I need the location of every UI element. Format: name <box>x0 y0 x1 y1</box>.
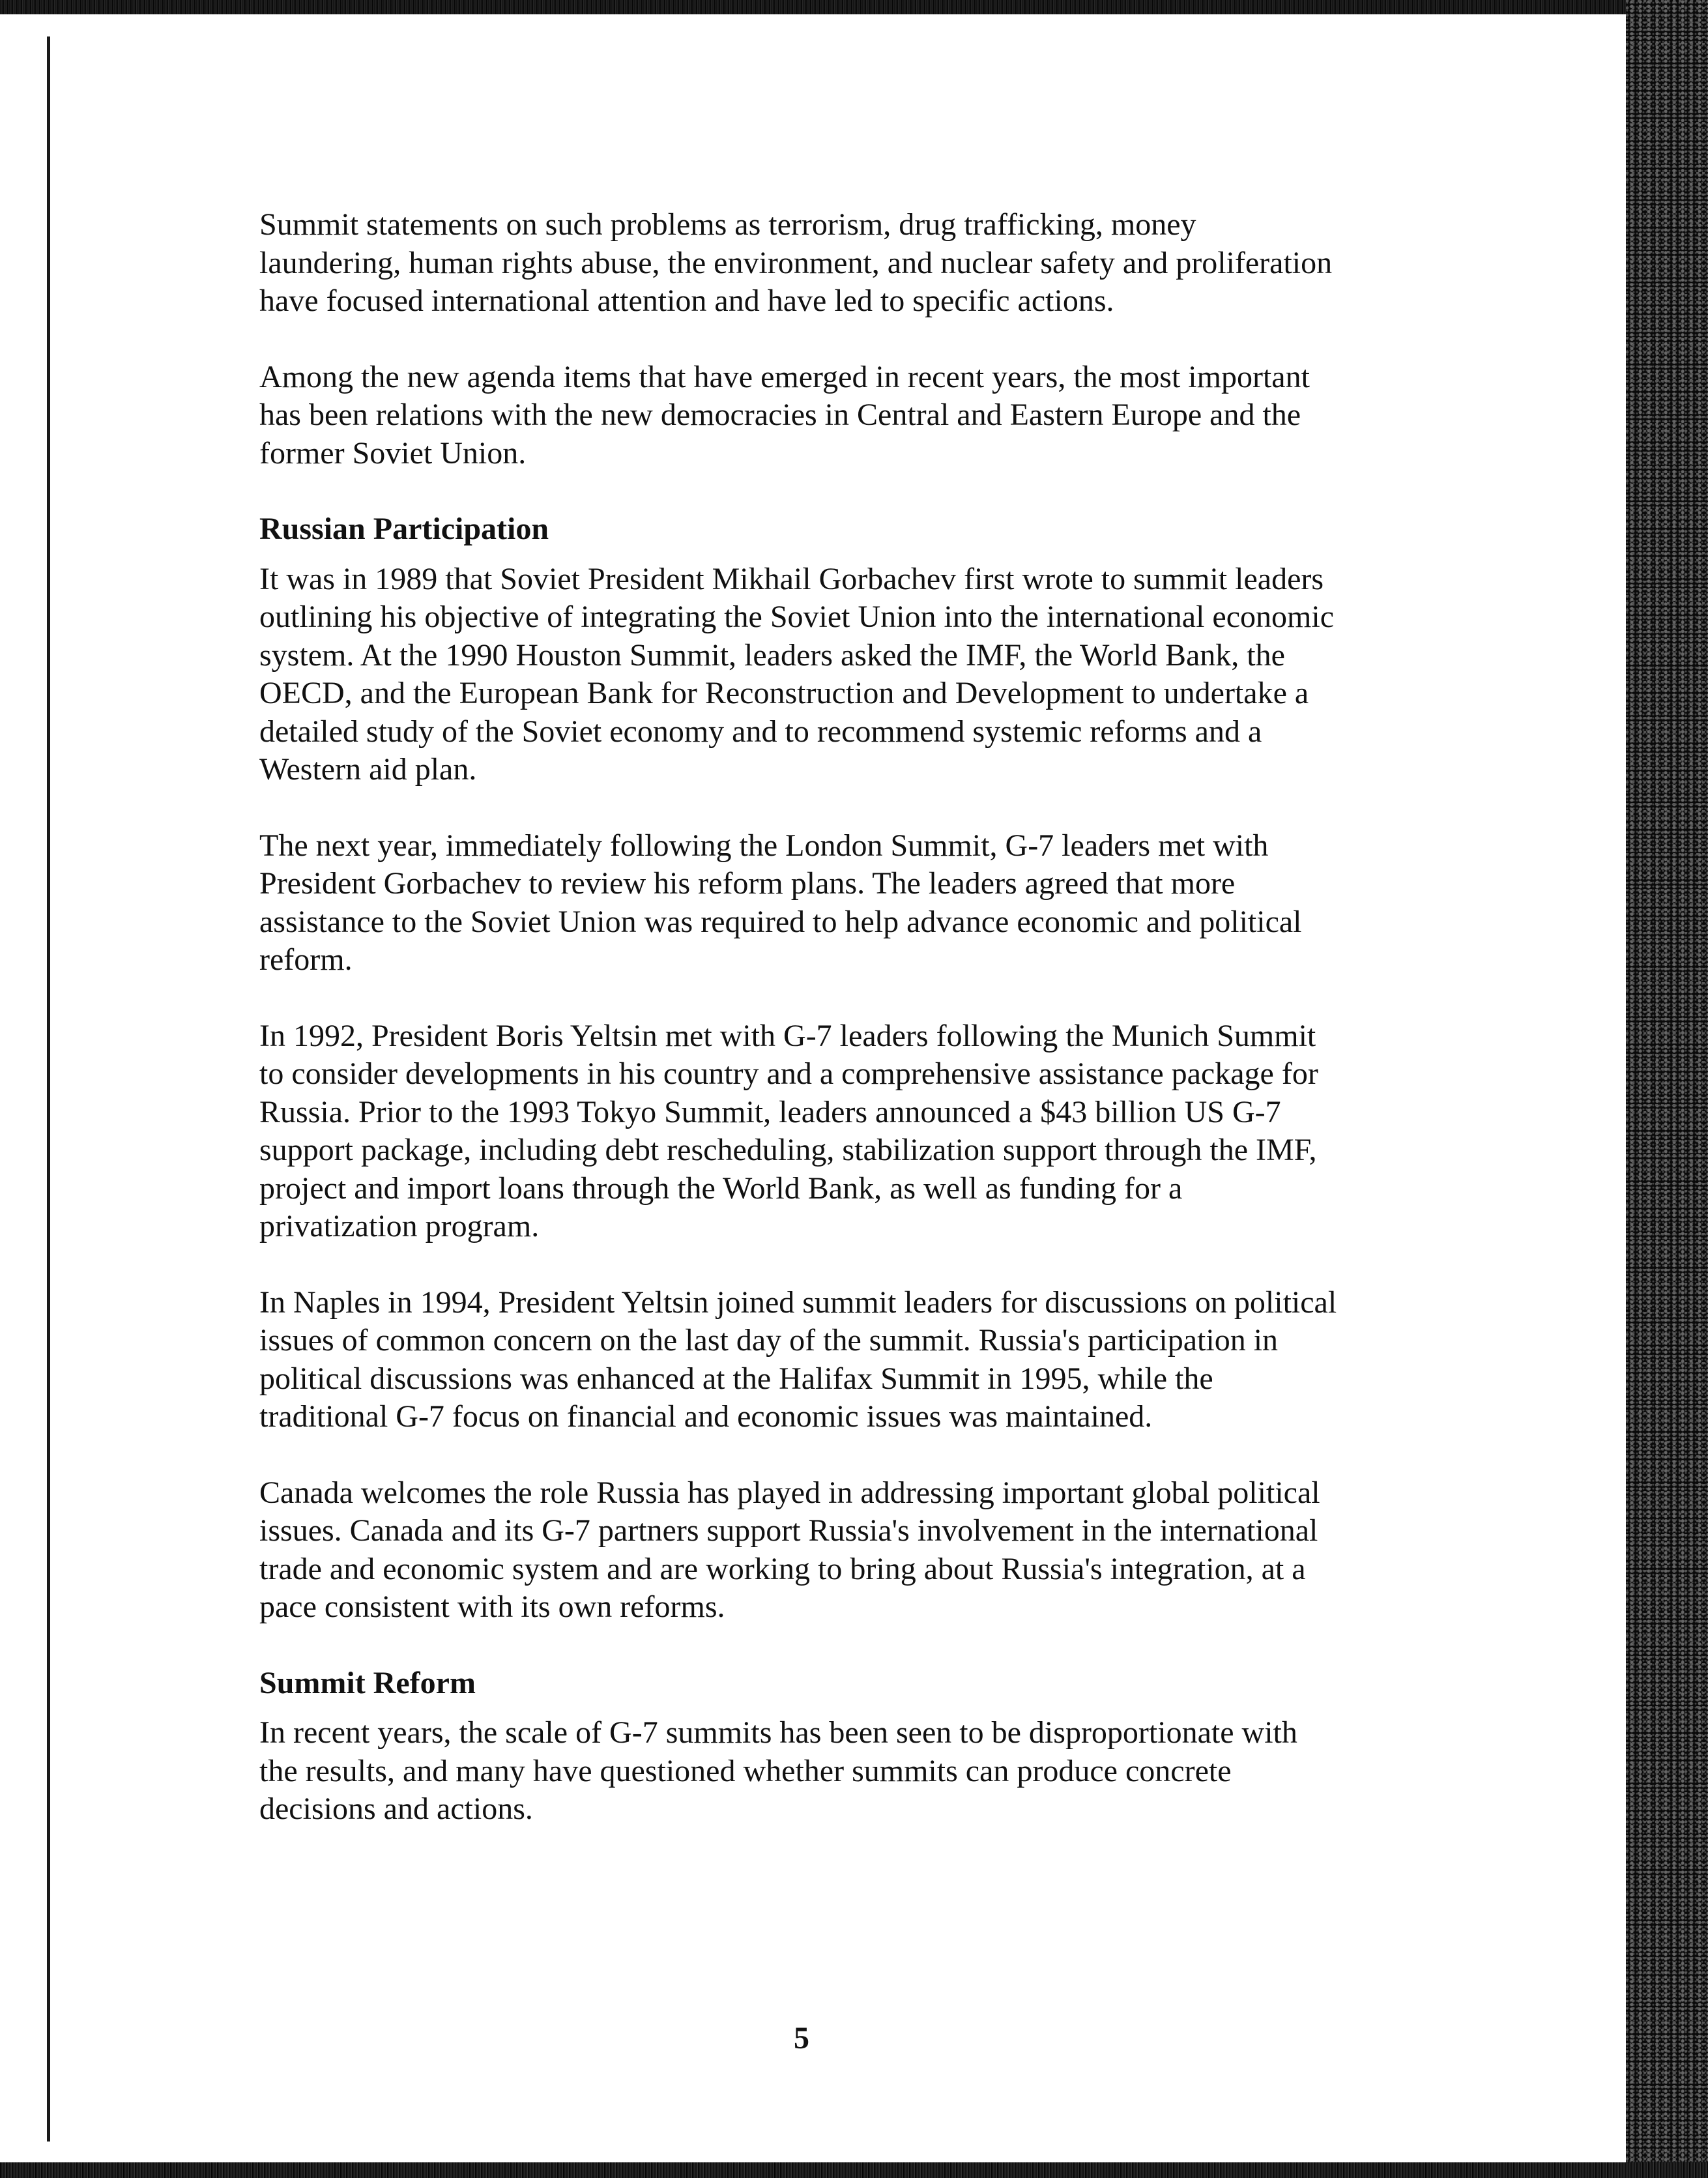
document-body <box>259 206 1341 1866</box>
paragraph-summit-scale: In recent years, the scale of G-7 summits has been seen to be disproportionate with the results, and many have questioned whether summits can produce concrete decisions and actions. <box>259 1715 1297 1826</box>
page-number: 5 <box>794 2021 809 2055</box>
paragraph-canada-welcomes: Canada welcomes the role Russia has played in addressing important global political issues. Canada and its G-7 partners support Russia's involvement in the international trade and economic system and are working to bring about Russia's integration, at a pace consistent with its own reforms. <box>259 1475 1320 1624</box>
scan-edge-right <box>1626 0 1708 2178</box>
scan-edge-left <box>47 36 50 2142</box>
paragraph-summit-statements: Summit statements on such problems as terrorism, drug trafficking, money laundering, human rights abuse, the environment, and nuclear safety and proliferation have focused international attention and have led to specific actions. <box>259 207 1333 318</box>
scan-edge-top <box>0 0 1708 14</box>
paragraph-naples-1994: In Naples in 1994, President Yeltsin joined summit leaders for discussions on political issues of common concern on the last day of the summit. Russia's participation in political discussions was enhanced at the Halifax Summit in 1995, while the traditional G-7 focus on financial and economic issues was maintained. <box>259 1285 1337 1434</box>
scan-edge-bottom <box>0 2162 1708 2178</box>
paragraph-new-agenda: Among the new agenda items that have emerged in recent years, the most important has been relations with the new democracies in Central and Eastern Europe and the former Soviet Union. <box>259 359 1310 471</box>
paragraph-yeltsin-1992: In 1992, President Boris Yeltsin met with G-7 leaders following the Munich Summit to consider developments in his country and a comprehensive assistance package for Russia. Prior to the 1993 Tokyo Summit, leaders announced a $43 billion US G-7 support package, including debt rescheduling, stabilization support through the IMF, project and import loans through the World Bank, as well as funding for a privatization program. <box>259 1018 1318 1243</box>
paragraph-gorbachev-1989: It was in 1989 that Soviet President Mikhail Gorbachev first wrote to summit leaders outlining his objective of integrating the Soviet Union into the international economic system. At the 1990 Houston Summit, leaders asked the IMF, the World Bank, the OECD, and the European Bank for Reconstruction and Development to undertake a detailed study of the Soviet economy and to recommend systemic reforms and a Western aid plan. <box>259 561 1334 787</box>
paragraph-london-summit: The next year, immediately following the London Summit, G-7 leaders met with President Gorbachev to review his reform plans. The leaders agreed that more assistance to the Soviet Union was required to help advance economic and political reform. <box>259 828 1302 977</box>
heading-summit-reform: Summit Reform <box>259 1665 476 1700</box>
heading-russian-participation: Russian Participation <box>259 512 549 546</box>
